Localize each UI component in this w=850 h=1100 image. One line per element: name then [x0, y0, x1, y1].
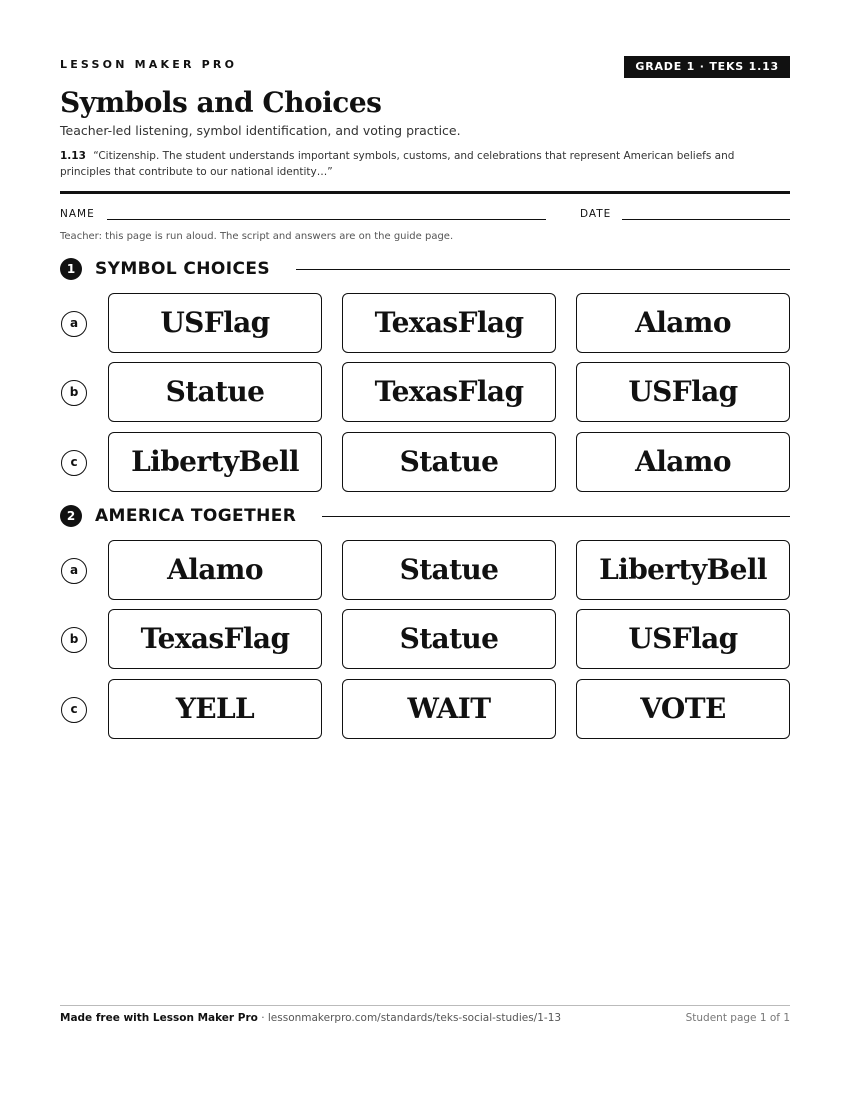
standard-quote [60, 148, 760, 180]
section-title: AMERICA TOGETHER [95, 506, 297, 526]
page-title: Symbols and Choices [60, 86, 382, 119]
standard-text: “Citizenship. The student understands important symbols, customs, and celebrations that represent American beliefs and principles that contribute to our national identity…” [60, 150, 735, 178]
choice-box[interactable]: YELL [108, 679, 322, 739]
footer-page-number: Student page 1 of 1 [685, 1012, 790, 1024]
choice-box[interactable]: Statue [108, 362, 322, 422]
question-letter: c [61, 450, 87, 476]
choice-box[interactable]: TexasFlag [342, 362, 556, 422]
section-header-1 [60, 258, 790, 280]
worksheet-page [60, 0, 790, 1100]
question-row-2a [60, 540, 790, 600]
top-bar [60, 56, 790, 78]
footer-divider [60, 1005, 790, 1006]
choice-box[interactable]: LibertyBell [576, 540, 790, 600]
choice-box[interactable]: LibertyBell [108, 432, 322, 492]
question-row-1c [60, 432, 790, 492]
name-label: NAME [60, 208, 95, 220]
choice-box[interactable]: USFlag [108, 293, 322, 353]
choice-box[interactable]: Statue [342, 432, 556, 492]
date-field[interactable] [622, 219, 790, 220]
choice-box[interactable]: USFlag [576, 362, 790, 422]
section-rule [296, 269, 790, 270]
footer-made-with: Made free with Lesson Maker Pro [60, 1012, 258, 1024]
choice-box[interactable]: TexasFlag [342, 293, 556, 353]
section-rule [322, 516, 790, 517]
question-letter: b [61, 627, 87, 653]
choice-box[interactable]: WAIT [342, 679, 556, 739]
choice-box[interactable]: USFlag [576, 609, 790, 669]
page-subtitle: Teacher-led listening, symbol identification, and voting practice. [60, 123, 461, 138]
choice-box[interactable]: Statue [342, 540, 556, 600]
date-label: DATE [580, 208, 612, 220]
choice-box[interactable]: Alamo [108, 540, 322, 600]
choice-box[interactable]: Statue [342, 609, 556, 669]
choice-box[interactable]: VOTE [576, 679, 790, 739]
teacher-note: Teacher: this page is run aloud. The script and answers are on the guide page. [60, 231, 454, 242]
choice-box[interactable]: Alamo [576, 293, 790, 353]
question-letter: b [61, 380, 87, 406]
question-letter: a [61, 311, 87, 337]
section-header-2 [60, 505, 790, 527]
brand-name: LESSON MAKER PRO [60, 58, 238, 71]
choice-box[interactable]: Alamo [576, 432, 790, 492]
section-number: 1 [60, 258, 82, 280]
name-field[interactable] [107, 219, 546, 220]
question-letter: a [61, 558, 87, 584]
standard-code: 1.13 [60, 150, 86, 162]
section-title: SYMBOL CHOICES [95, 259, 271, 279]
question-row-1a [60, 293, 790, 353]
question-letter: c [61, 697, 87, 723]
question-row-2c [60, 679, 790, 739]
choice-box[interactable]: TexasFlag [108, 609, 322, 669]
header-divider [60, 191, 790, 194]
footer-separator: · [257, 1012, 268, 1024]
question-row-1b [60, 362, 790, 422]
section-number: 2 [60, 505, 82, 527]
footer-credit [60, 1012, 561, 1024]
footer-url[interactable]: lessonmakerpro.com/standards/teks-social-studies/1-13 [267, 1012, 562, 1024]
question-row-2b [60, 609, 790, 669]
grade-badge: GRADE 1 · TEKS 1.13 [624, 56, 790, 78]
